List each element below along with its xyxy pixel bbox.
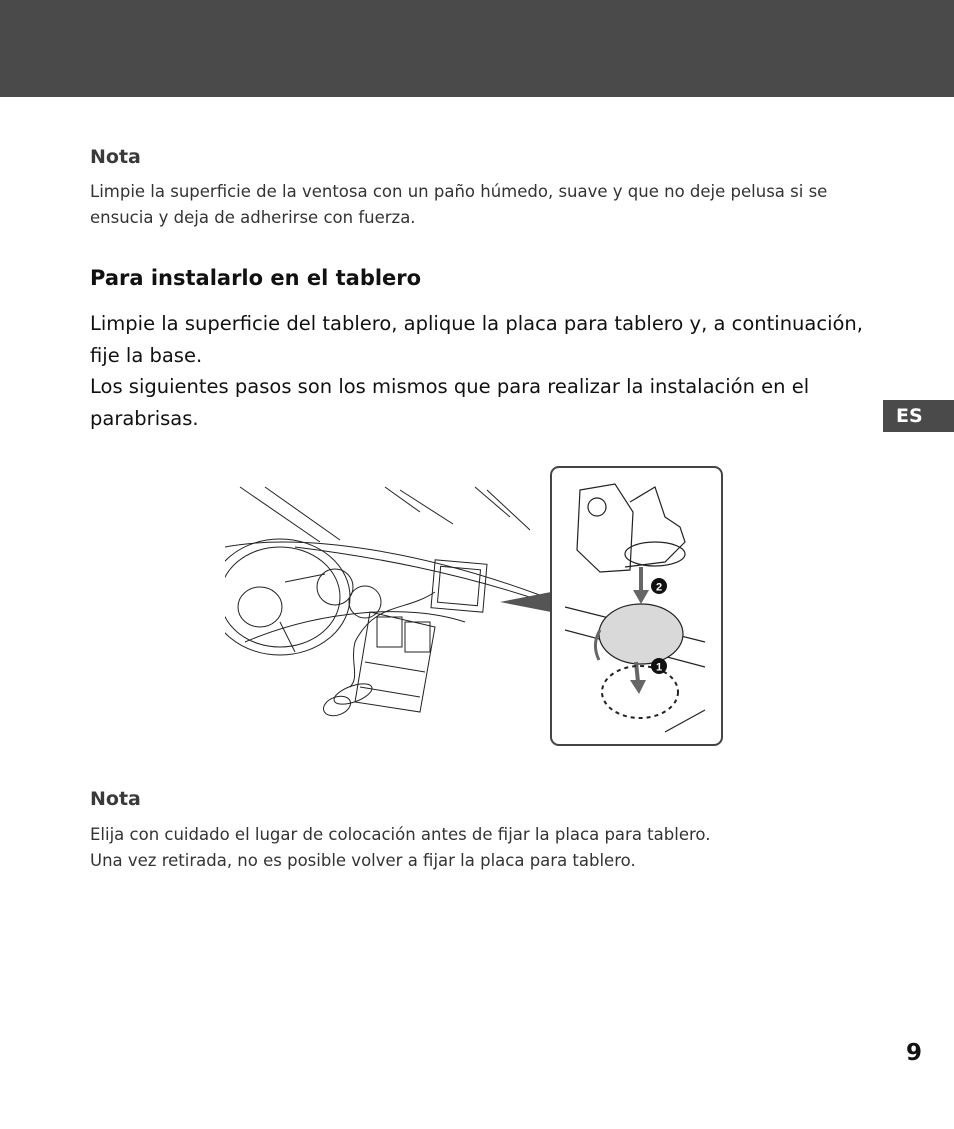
instruction-paragraph-2: Los siguientes pasos son los mismos que para realizar la instalación en el parabrisas. xyxy=(90,375,810,430)
section-title: Para instalarlo en el tablero xyxy=(90,266,422,290)
language-tab: ES xyxy=(883,400,954,432)
note-text-2 xyxy=(90,822,870,874)
note-paragraph: Limpie la superficie de la ventosa con un paño húmedo, suave y que no deje pelusa si se ensucia y deja de adherirse con fuerza. xyxy=(90,182,828,227)
header-bar xyxy=(0,0,954,97)
dashboard-installation-illustration xyxy=(225,462,725,752)
note-text xyxy=(90,179,870,231)
note-heading-2: Nota xyxy=(90,788,141,810)
note-heading: Nota xyxy=(90,146,141,168)
instruction-paragraph-1: Limpie la superficie del tablero, aplique la placa para tablero y, a continuación, fije la base. xyxy=(90,312,863,367)
step-1-label: 1 xyxy=(655,661,663,674)
instructions xyxy=(90,308,880,434)
note-line-1: Elija con cuidado el lugar de colocación antes de fijar la placa para tablero. xyxy=(90,825,711,844)
note-line-2: Una vez retirada, no es posible volver a fijar la placa para tablero. xyxy=(90,851,636,870)
step-2-label: 2 xyxy=(655,581,663,594)
page-number: 9 xyxy=(905,1040,922,1066)
